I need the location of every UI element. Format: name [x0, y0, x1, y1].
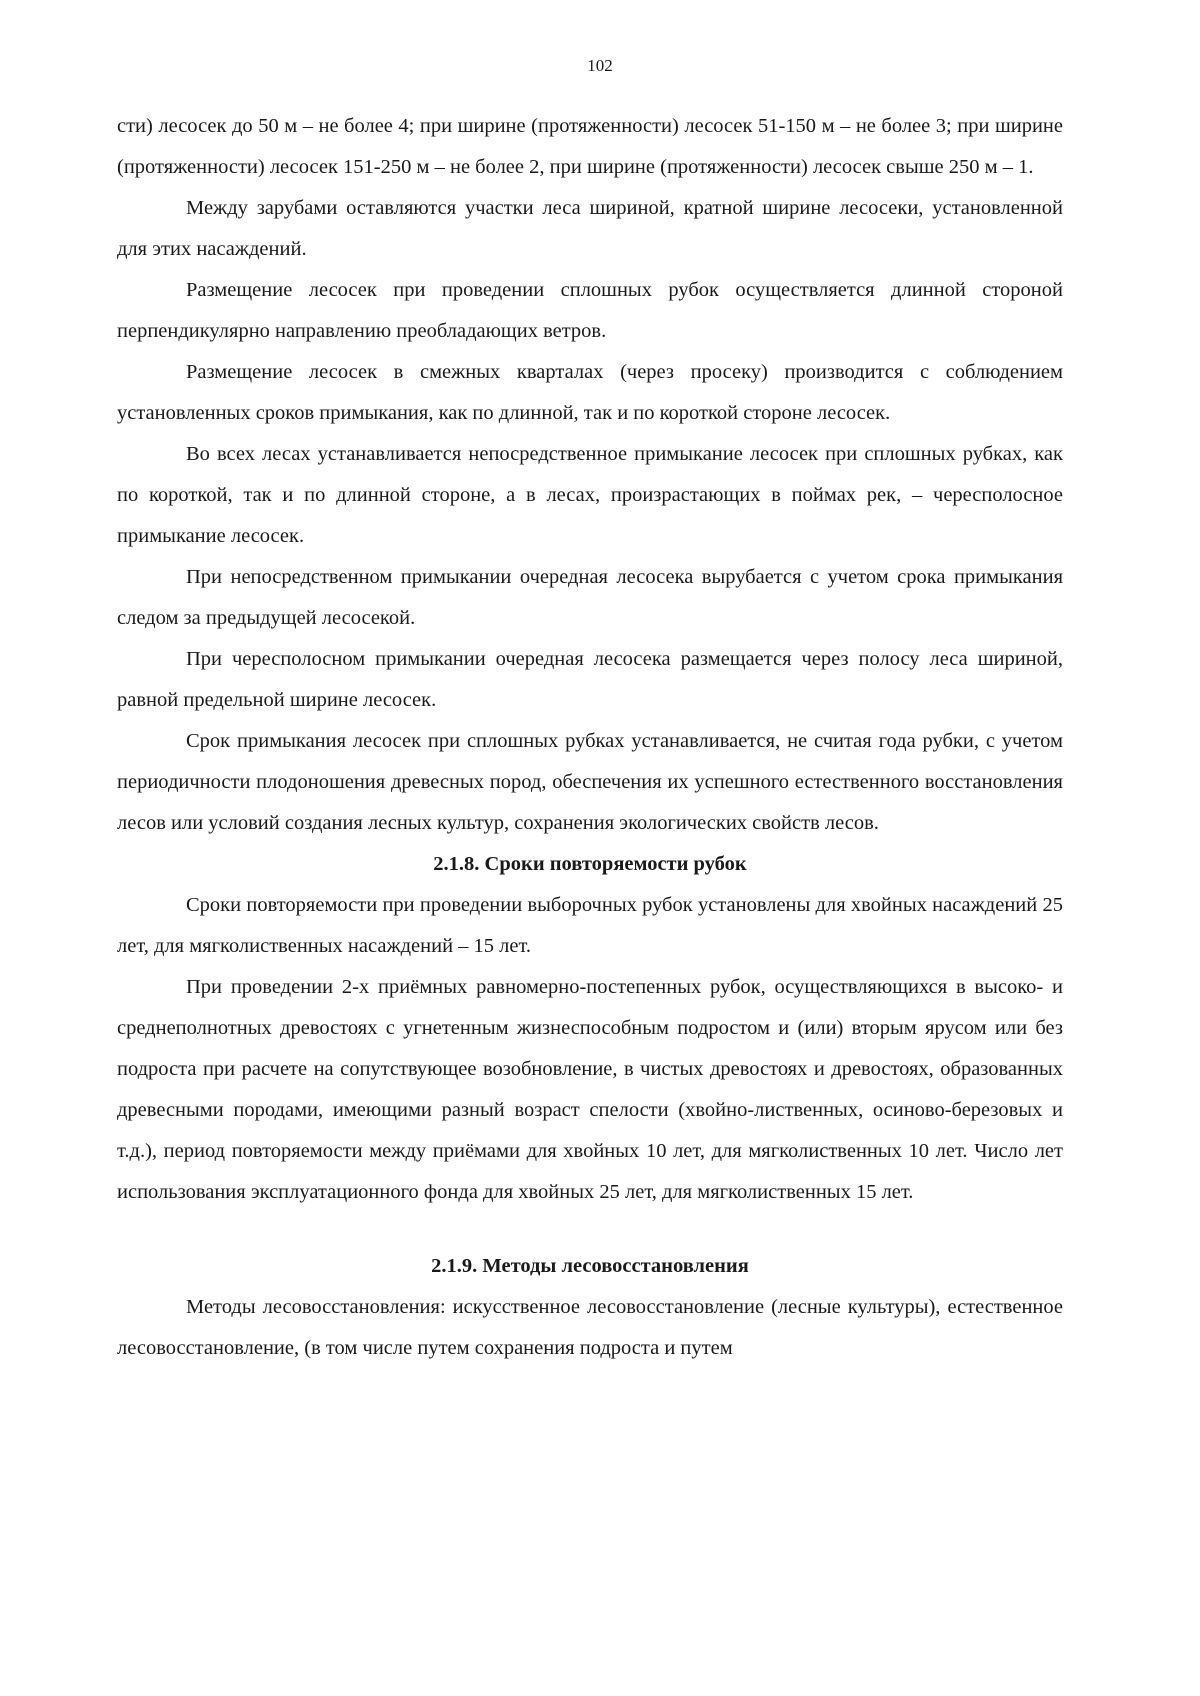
paragraph-truncated: Методы лесовосстановления: искусственное лесовосстановление (лесные культуры), естественное лесовосстановление, (в том числе путем сохранения подроста и путем	[117, 1296, 1063, 1359]
paragraph: При чересполосном примыкании очередная лесосека размещается через полосу леса шириной, равной предельной ширине лесосек.	[117, 648, 1063, 711]
document-body	[117, 106, 1063, 1369]
paragraph: Сроки повторяемости при проведении выборочных рубок установлены для хвойных насаждений 25 лет, для мягколиственных насаждений – 15 лет.	[117, 894, 1063, 957]
paragraph: Размещение лесосек при проведении сплошных рубок осуществляется длинной стороной перпендикулярно направлению преобладающих ветров.	[117, 279, 1063, 342]
page-number: 102	[587, 56, 613, 75]
paragraph: Размещение лесосек в смежных кварталах (через просеку) производится с соблюдением установленных сроков примыкания, как по длинной, так и по короткой стороне лесосек.	[117, 361, 1063, 424]
paragraph: Срок примыкания лесосек при сплошных рубках устанавливается, не считая года рубки, с учетом периодичности плодоношения древесных пород, обеспечения их успешного естественного восстановления лесов или условий создания лесных культур, сохранения экологических свойств лесов.	[117, 730, 1063, 834]
paragraph: При проведении 2-х приёмных равномерно-постепенных рубок, осуществляющихся в высоко- и среднеполнотных древостоях с угнетенным жизнеспособным подростом и (или) вторым ярусом или без подроста при расчете на сопутствующее возобновление, в чистых древостоях и древостоях, образованных древесными породами, имеющими разный возраст спелости (хвойно-лиственных, осиново-березовых и т.д.), период повторяемости между приёмами для хвойных 10 лет, для мягколиственных 10 лет. Число лет использования эксплуатационного фонда для хвойных 25 лет, для мягколиственных 15 лет.	[117, 976, 1063, 1203]
section-heading: 2.1.8. Сроки повторяемости рубок	[433, 853, 747, 875]
paragraph: Во всех лесах устанавливается непосредственное примыкание лесосек при сплошных рубках, как по короткой, так и по длинной стороне, а в лесах, произрастающих в поймах рек, – чересполосное примыкание лесосек.	[117, 443, 1063, 547]
paragraph-continued: сти) лесосек до 50 м – не более 4; при ширине (протяженности) лесосек 51-150 м – не более 3; при ширине (протяженности) лесосек 151-250 м – не более 2, при ширине (протяженности) лесосек свыше 250 м – 1.	[117, 115, 1063, 178]
section-heading: 2.1.9. Методы лесовосстановления	[431, 1255, 749, 1277]
paragraph: Между зарубами оставляются участки леса шириной, кратной ширине лесосеки, установленной для этих насаждений.	[117, 197, 1063, 260]
paragraph: При непосредственном примыкании очередная лесосека вырубается с учетом срока примыкания следом за предыдущей лесосекой.	[117, 566, 1063, 629]
